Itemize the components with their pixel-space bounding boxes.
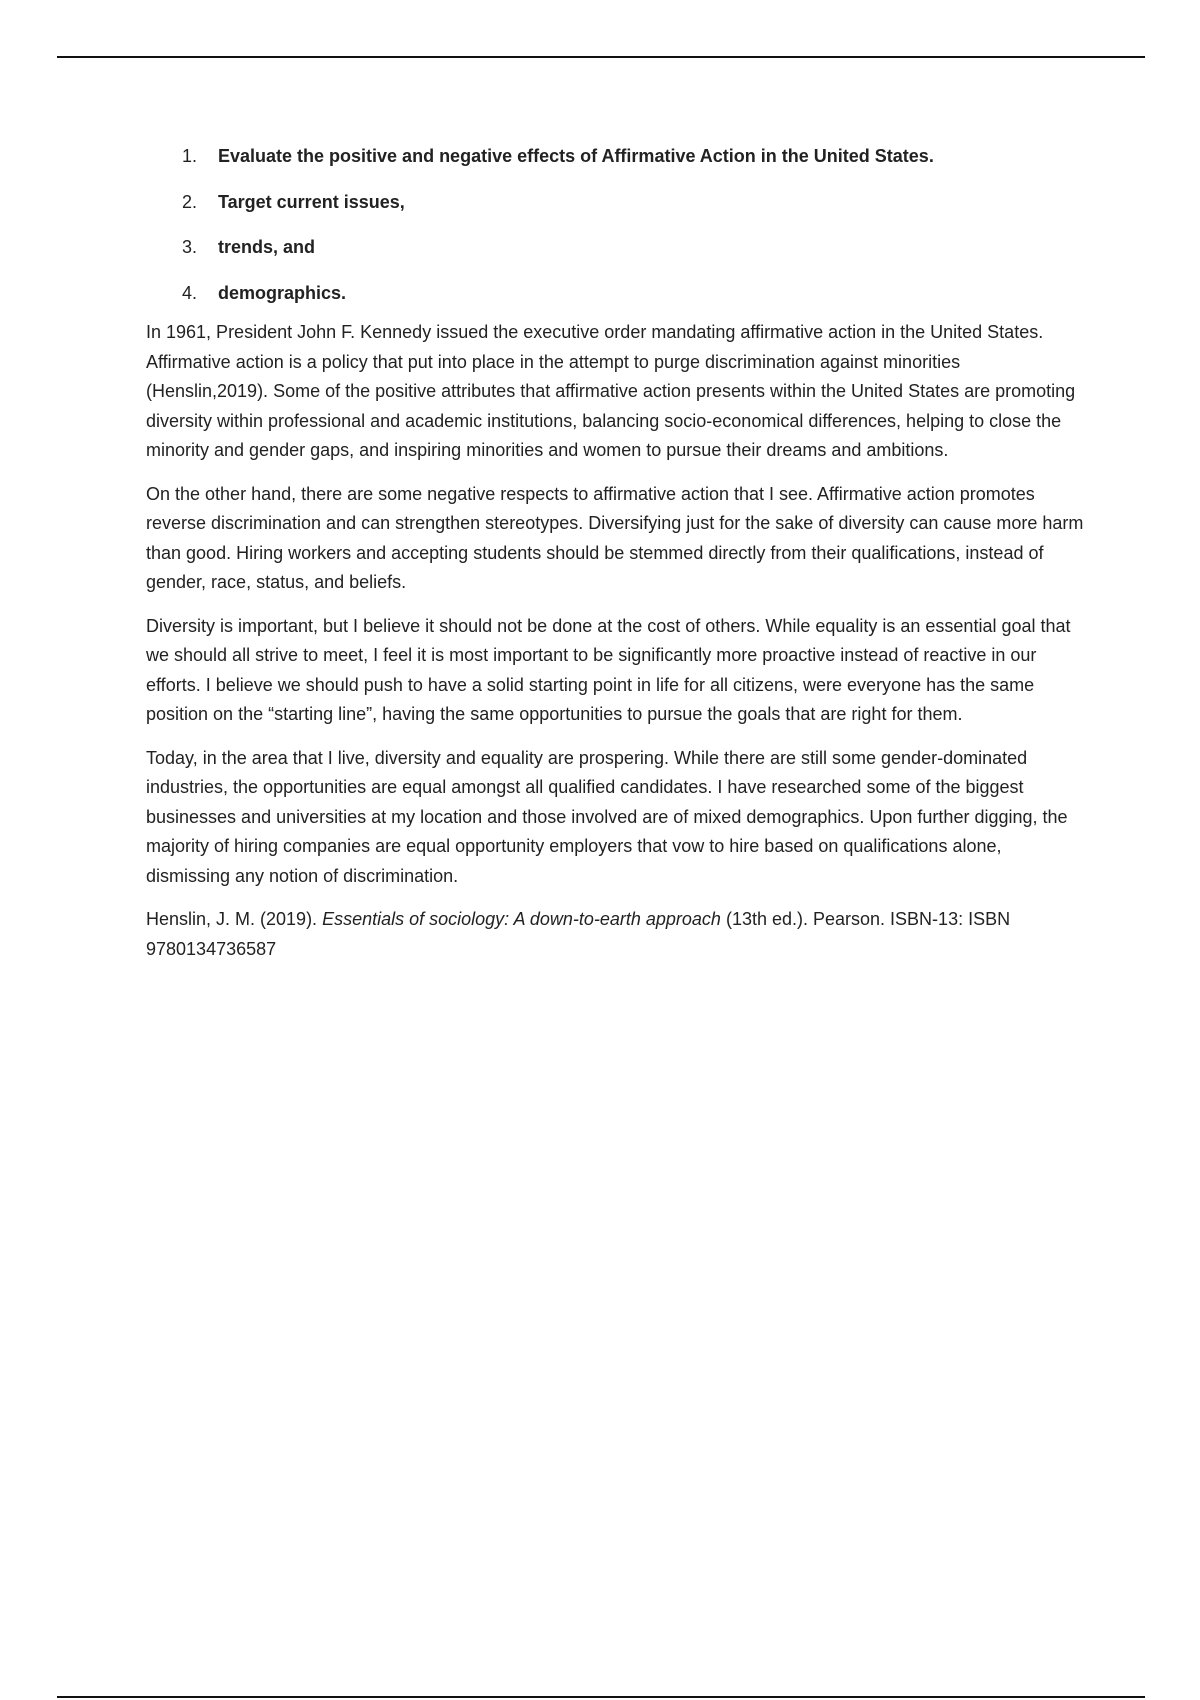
paragraph-negatives: On the other hand, there are some negative respects to affirmative action that I see. Affirmative action promotes reverse discrimination and can strengthen stereotypes. Diversifying just for the sake of diversity can cause more harm than good. Hiring workers and accepting students should be stemmed directly from their qualifications, instead of gender, race, status, and beliefs.	[146, 483, 1084, 592]
footer-rule	[57, 1696, 1145, 1698]
task-list	[146, 142, 1086, 308]
header-rule	[57, 56, 1145, 58]
list-item-number: 3.	[182, 237, 198, 257]
paragraph-opinion: Diversity is important, but I believe it should not be done at the cost of others. While equality is an essential goal that we should all strive to meet, I feel it is most important to be significantly more proactive instead of reactive in our efforts. I believe we should push to have a solid starting point in life for all citizens, were everyone has the same position on the “starting line”, having the same opportunities to pursue the goals that are right for them.	[146, 615, 1071, 724]
list-item-text: Target current issues,	[218, 191, 405, 212]
list-item	[146, 233, 1086, 263]
reference-author: Henslin, J. M. (2019).	[146, 909, 323, 929]
list-item-text: demographics.	[218, 282, 347, 303]
reference-title: Essentials of sociology: A down-to-earth approach	[322, 909, 721, 929]
reference-entry	[146, 905, 1086, 964]
list-item-number: 4.	[182, 282, 198, 303]
reference-details: (13th ed.). Pearson. ISBN-13: ISBN 9780134736587	[146, 909, 1011, 959]
list-item-number: 1.	[182, 146, 198, 166]
document-body	[146, 142, 1086, 978]
list-item-text: Evaluate the positive and negative effects of Affirmative Action in the United States.	[218, 146, 934, 166]
list-item	[146, 188, 1086, 218]
paragraph-intro: In 1961, President John F. Kennedy issued the executive order mandating affirmative action in the United States. Affirmative action is a policy that put into place in the attempt to purge discrimination against minorities (Henslin,2019). Some of the positive attributes that affirmative action presents within the United States are promoting diversity within professional and academic institutions, balancing socio-economical differences, helping to close the minority and gender gaps, and inspiring minorities and women to pursue their dreams and ambitions.	[146, 322, 1076, 460]
paragraph-local: Today, in the area that I live, diversity and equality are prospering. While there are still some gender-dominated industries, the opportunities are equal amongst all qualified candidates. I have researched some of the biggest businesses and universities at my location and those involved are of mixed demographics. Upon further digging, the majority of hiring companies are equal opportunity employers that vow to hire based on qualifications alone, dismissing any notion of discrimination.	[146, 747, 1068, 886]
list-item-number: 2.	[182, 191, 198, 212]
list-item-text: trends, and	[218, 237, 316, 257]
list-item	[146, 142, 1086, 172]
list-item	[146, 279, 1086, 309]
